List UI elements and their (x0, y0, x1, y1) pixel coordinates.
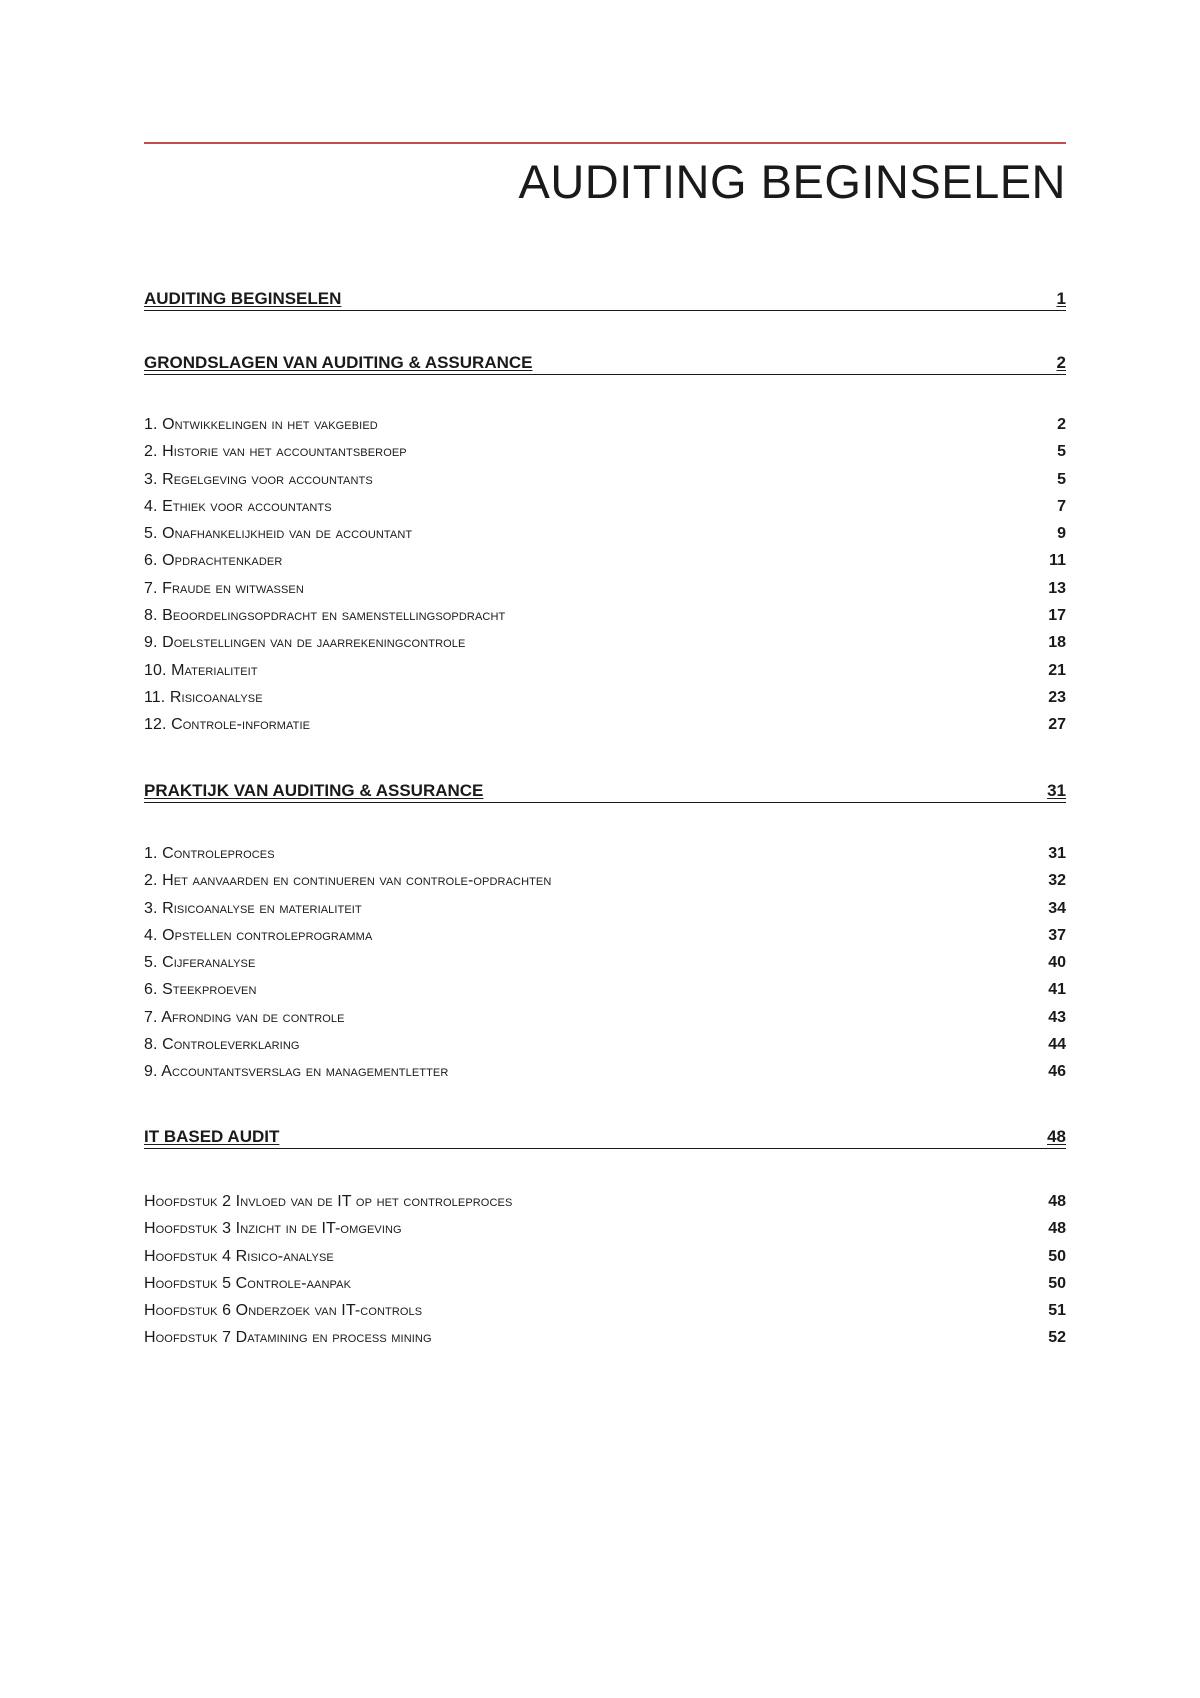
toc-item[interactable] (144, 580, 1066, 607)
toc-item-label: 12. Controle-informatie (144, 716, 311, 734)
toc-item[interactable] (144, 1036, 1066, 1063)
toc-item[interactable] (144, 981, 1066, 1008)
toc-item[interactable] (144, 1193, 1066, 1220)
toc-item[interactable] (144, 954, 1066, 981)
toc-item[interactable] (144, 1220, 1066, 1247)
toc-item[interactable] (144, 1009, 1066, 1036)
toc-item-page: 9 (1057, 525, 1066, 543)
toc-heading-page: 48 (1047, 1127, 1066, 1146)
toc-item-label: 9. Doelstellingen van de jaarrekeningcontrole (144, 634, 466, 652)
toc-item[interactable] (144, 662, 1066, 689)
toc-heading-page: 2 (1056, 353, 1066, 372)
toc-heading[interactable] (144, 284, 1066, 311)
toc-item-label: 9. Accountantsverslag en managementletter (144, 1063, 449, 1081)
toc-item-label: 4. Ethiek voor accountants (144, 497, 332, 515)
toc-item-page: 41 (1048, 981, 1066, 999)
document-title: AUDITING BEGINSELEN (518, 155, 1066, 208)
toc-item[interactable] (144, 607, 1066, 634)
toc-item-label: Hoofdstuk 4 Risico-analyse (144, 1247, 334, 1265)
toc-item[interactable] (144, 1329, 1066, 1356)
toc-heading-label: PRAKTIJK VAN AUDITING & ASSURANCE (144, 781, 484, 800)
toc-item-page: 23 (1048, 688, 1066, 706)
toc-list-praktijk (144, 845, 1066, 1091)
toc-heading-label: AUDITING BEGINSELEN (144, 289, 342, 308)
toc-item-page: 43 (1048, 1008, 1066, 1026)
toc-item-label: Hoofdstuk 5 Controle-aanpak (144, 1274, 352, 1292)
document-page (144, 0, 1066, 1698)
toc-item[interactable] (144, 443, 1066, 470)
toc-item[interactable] (144, 416, 1066, 443)
toc-item-label: Hoofdstuk 3 Inzicht in de IT-omgeving (144, 1220, 402, 1238)
toc-heading-page: 1 (1056, 289, 1066, 308)
toc-item-label: 2. Het aanvaarden en continueren van controle-opdrachten (144, 872, 552, 890)
toc-item[interactable] (144, 872, 1066, 899)
toc-item[interactable] (144, 525, 1066, 552)
toc-heading-label: IT BASED AUDIT (144, 1127, 280, 1146)
toc-item[interactable] (144, 845, 1066, 872)
toc-heading[interactable] (144, 348, 1066, 375)
toc-item[interactable] (144, 689, 1066, 716)
toc-item[interactable] (144, 900, 1066, 927)
toc-item-label: Hoofdstuk 6 Onderzoek van IT-controls (144, 1302, 423, 1320)
toc-item-page: 50 (1048, 1247, 1066, 1265)
toc-item-page: 48 (1048, 1193, 1066, 1210)
toc-item[interactable] (144, 471, 1066, 498)
toc-item-label: 11. Risicoanalyse (144, 688, 263, 706)
toc-item-page: 37 (1048, 926, 1066, 944)
toc-item-page: 31 (1048, 845, 1066, 862)
toc-item-page: 40 (1048, 954, 1066, 972)
toc-heading-page: 31 (1047, 781, 1066, 800)
toc-item-label: Hoofdstuk 7 Datamining en process mining (144, 1329, 432, 1347)
toc-item-page: 21 (1048, 661, 1066, 679)
toc-item-page: 52 (1048, 1329, 1066, 1347)
toc-item-label: 7. Fraude en witwassen (144, 579, 304, 597)
toc-item-label: 8. Beoordelingsopdracht en samenstellingsopdracht (144, 607, 506, 625)
toc-item-label: 5. Onafhankelijkheid van de accountant (144, 525, 413, 543)
toc-item-label: Hoofdstuk 2 Invloed van de IT op het controleproces (144, 1193, 513, 1210)
toc-heading[interactable] (144, 1122, 1066, 1149)
toc-item-page: 46 (1048, 1063, 1066, 1081)
toc-item-page: 34 (1048, 899, 1066, 917)
toc-item[interactable] (144, 634, 1066, 661)
toc-top-entry[interactable] (144, 284, 1066, 311)
toc-item[interactable] (144, 927, 1066, 954)
toc-item-page: 18 (1048, 634, 1066, 652)
toc-item-page: 32 (1048, 872, 1066, 890)
toc-item-page: 2 (1057, 416, 1066, 433)
toc-item-label: 6. Steekproeven (144, 981, 257, 999)
toc-item-label: 10. Materialiteit (144, 661, 258, 679)
toc-heading-label: GRONDSLAGEN VAN AUDITING & ASSURANCE (144, 353, 533, 372)
toc-item-label: 1. Controleproces (144, 845, 275, 862)
toc-list-it-based-audit (144, 1193, 1066, 1357)
toc-item-page: 44 (1048, 1036, 1066, 1054)
toc-item-page: 48 (1048, 1220, 1066, 1238)
toc-heading[interactable] (144, 776, 1066, 803)
toc-item[interactable] (144, 552, 1066, 579)
toc-section-it-based-audit (144, 1122, 1066, 1149)
toc-item-page: 11 (1049, 552, 1066, 570)
toc-item-label: 4. Opstellen controleprogramma (144, 926, 373, 944)
toc-list-grondslagen (144, 416, 1066, 744)
toc-item-page: 50 (1048, 1274, 1066, 1292)
toc-item-page: 7 (1057, 497, 1066, 515)
toc-item-label: 3. Regelgeving voor accountants (144, 470, 373, 488)
toc-item-label: 8. Controleverklaring (144, 1036, 300, 1054)
toc-item-label: 2. Historie van het accountantsberoep (144, 443, 407, 461)
toc-item[interactable] (144, 1248, 1066, 1275)
toc-section-grondslagen (144, 348, 1066, 375)
toc-item-label: 6. Opdrachtenkader (144, 552, 283, 570)
toc-item[interactable] (144, 1063, 1066, 1090)
toc-item-label: 7. Afronding van de controle (144, 1008, 345, 1026)
toc-item-page: 17 (1048, 607, 1066, 625)
toc-item[interactable] (144, 498, 1066, 525)
toc-item-page: 27 (1048, 716, 1066, 734)
toc-item-page: 51 (1048, 1302, 1066, 1320)
toc-section-praktijk (144, 776, 1066, 803)
toc-item-label: 5. Cijferanalyse (144, 954, 256, 972)
toc-item-page: 13 (1048, 579, 1066, 597)
toc-item[interactable] (144, 716, 1066, 743)
toc-item-page: 5 (1057, 443, 1066, 461)
toc-item-label: 3. Risicoanalyse en materialiteit (144, 899, 362, 917)
toc-item[interactable] (144, 1275, 1066, 1302)
toc-item[interactable] (144, 1302, 1066, 1329)
title-rule (144, 142, 1066, 144)
toc-item-page: 5 (1057, 470, 1066, 488)
toc-item-label: 1. Ontwikkelingen in het vakgebied (144, 416, 378, 433)
